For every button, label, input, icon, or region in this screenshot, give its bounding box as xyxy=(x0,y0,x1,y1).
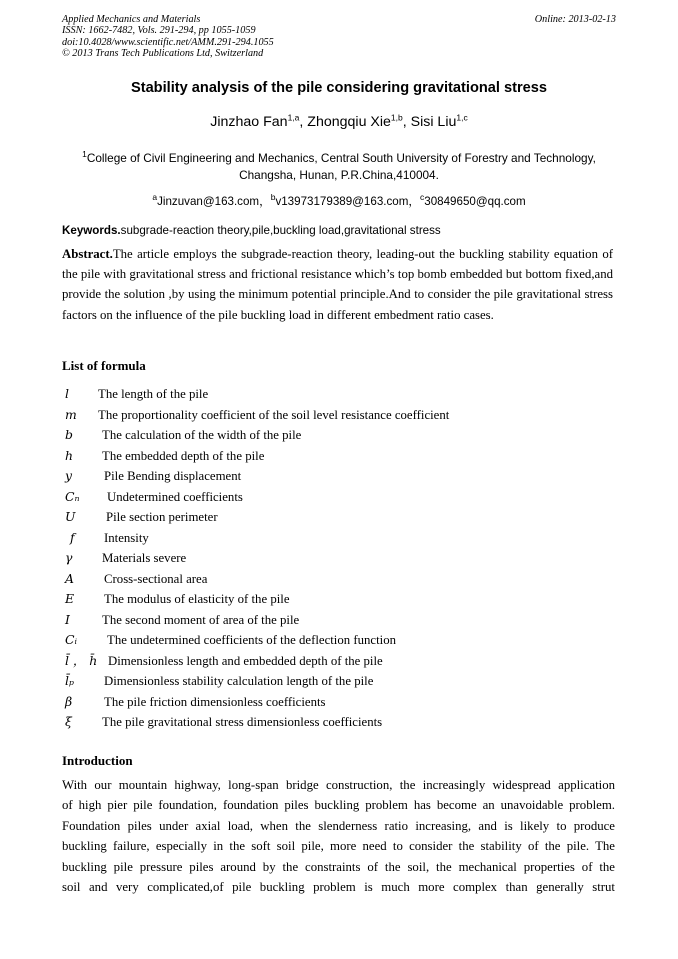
formula-item xyxy=(62,405,616,426)
email-address[interactable]: 30849650@qq.com xyxy=(424,195,526,208)
formula-description: The length of the pile xyxy=(98,387,209,401)
author-name: Sisi Liu xyxy=(410,114,457,130)
formula-symbol: h xyxy=(65,447,73,463)
formula-symbol: Cᵢ xyxy=(65,632,77,647)
introduction-heading: Introduction xyxy=(62,753,133,768)
formula-item xyxy=(62,589,616,610)
formula-item xyxy=(62,507,616,528)
formula-description: Dimensionless length and embedded depth of the pile xyxy=(108,653,383,668)
formula-item xyxy=(62,610,616,631)
formula-item xyxy=(62,630,616,651)
formula-description: The undetermined coefficients of the deflection function xyxy=(107,633,397,647)
formula-item xyxy=(62,528,616,549)
introduction-line: With our mountain highway, long-span bridge construction, the increasingly widespread application xyxy=(62,778,615,792)
introduction-line: buckling failure, especially in the soft soil pile, more need to consider the stability of the pile. The xyxy=(62,839,615,854)
formula-symbol: A xyxy=(65,570,74,586)
formula-symbol: γ xyxy=(65,550,73,565)
formula-symbol: f xyxy=(70,529,75,545)
author-sup: 1,b xyxy=(390,112,403,123)
email-list xyxy=(0,193,678,209)
keywords xyxy=(62,224,441,237)
formula-item xyxy=(62,548,616,569)
introduction-body xyxy=(62,775,615,897)
formula-item xyxy=(62,712,616,733)
formula-description: Intensity xyxy=(104,530,149,545)
online-date: Online: 2013-02-13 xyxy=(534,14,616,25)
author-sup: 1,c xyxy=(456,112,468,123)
keywords-text: subgrade-reaction theory,pile,buckling load,gravitational stress xyxy=(120,224,441,237)
formula-item xyxy=(62,487,616,508)
introduction-line: soil and very complicated,of pile buckling problem is much more complex than generally strut xyxy=(62,880,615,895)
formula-description: The second moment of area of the pile xyxy=(102,612,300,627)
formula-symbol: l xyxy=(65,386,69,401)
author-sup: 1,a xyxy=(287,112,300,123)
email-sup: a xyxy=(152,192,158,203)
formula-description: Pile Bending displacement xyxy=(104,469,242,483)
introduction-line: Foundation piles under axial load, when the slenderness ratio increasing, and is likely to produce xyxy=(62,818,615,833)
affiliation-line-1: College of Civil Engineering and Mechanics, Central South University of Forestry and Technology, xyxy=(86,151,596,165)
abstract xyxy=(62,244,613,325)
email-address[interactable]: v13973179389@163.com xyxy=(275,195,409,208)
formula-item xyxy=(62,425,616,446)
email-separator: ， xyxy=(259,195,271,208)
keywords-label: Keywords. xyxy=(62,224,121,237)
author-name: Zhongqiu Xie xyxy=(307,114,391,130)
copyright-line: © 2013 Trans Tech Publications Ltd, Switzerland xyxy=(62,48,264,60)
formula-description: The pile gravitational stress dimensionless coefficients xyxy=(102,715,383,729)
formula-symbol: E xyxy=(65,591,75,606)
formula-description: Dimensionless stability calculation length of the pile xyxy=(104,674,374,688)
formula-item xyxy=(62,651,616,672)
formula-description: Cross-sectional area xyxy=(104,571,208,586)
formula-description: The calculation of the width of the pile xyxy=(102,428,302,442)
formula-symbol: l̄ₚ xyxy=(65,673,74,688)
introduction-line: buckling pile pressure piles around by the constraints of the soil, the mechanical properties of the xyxy=(62,859,615,874)
formula-item xyxy=(62,446,616,467)
formula-symbol: y xyxy=(65,468,72,483)
formula-symbol: Cₙ xyxy=(65,488,80,504)
abstract-label: Abstract. xyxy=(62,247,113,261)
author-list: Jinzhao Fan$^{1,a}$, Zhongqiu Xie$^{1,b}$, Sisi Liu$^{1,c}$ xyxy=(210,112,468,130)
formula-symbol: l̄ ， h̄ xyxy=(65,652,98,668)
author-name: Jinzhao Fan xyxy=(210,114,288,130)
affiliation xyxy=(62,150,616,184)
formula-item xyxy=(62,384,616,405)
formula-symbol: I xyxy=(65,611,70,627)
formula-description: Pile section perimeter xyxy=(106,510,218,524)
formula-symbol: U xyxy=(65,509,76,524)
introduction-line: of high pier pile foundation, foundation piles buckling problem has become an unavoidable problem. xyxy=(62,798,615,813)
formula-description: Materials severe xyxy=(102,551,187,565)
formula-item xyxy=(62,671,616,692)
affiliation-sup: 1 xyxy=(82,149,87,160)
formula-item xyxy=(62,692,616,713)
formula-symbol: ξ xyxy=(65,714,72,729)
issn-line: ISSN: 1662-7482, Vols. 291-294, pp 1055-1059 xyxy=(62,25,256,37)
journal-name: Applied Mechanics and Materials xyxy=(62,14,201,25)
formula-item xyxy=(62,569,616,590)
email-sup: c xyxy=(420,192,425,203)
formula-description: The embedded depth of the pile xyxy=(102,448,265,463)
journal-header xyxy=(62,14,616,60)
formula-item xyxy=(62,466,616,487)
formula-description: The modulus of elasticity of the pile xyxy=(104,592,290,606)
affiliation-line-2: Changsha, Hunan, P.R.China,410004. xyxy=(239,168,439,182)
paper-title: Stability analysis of the pile considering gravitational stress xyxy=(130,80,548,96)
formula-description: The pile friction dimensionless coefficients xyxy=(104,694,326,709)
email-sup: b xyxy=(270,192,276,203)
email-address[interactable]: Jinzuvan@163.com xyxy=(157,195,260,208)
formula-heading: List of formula xyxy=(62,358,146,373)
formula-symbol: m xyxy=(65,406,77,422)
formula-description: The proportionality coefficient of the soil level resistance coefficient xyxy=(98,407,450,422)
formula-list xyxy=(62,384,616,733)
abstract-text: The article employs the subgrade-reaction theory, leading-out the buckling stability equation of the pile with gravitational stress and frictional resistance which’s top bomb embedded but bottom fixed,and provide the solution ,by using the minimum potential principle.And to consider the pile gravitational stress factors on the influence of the pile buckling load in different embedment ratio cases. xyxy=(62,247,613,322)
doi-line: doi:10.4028/www.scientific.net/AMM.291-294.1055 xyxy=(62,36,274,48)
email-separator: ， xyxy=(408,195,421,208)
formula-description: Undetermined coefficients xyxy=(107,489,243,504)
formula-symbol: b xyxy=(65,427,73,442)
formula-symbol: β xyxy=(65,693,73,709)
